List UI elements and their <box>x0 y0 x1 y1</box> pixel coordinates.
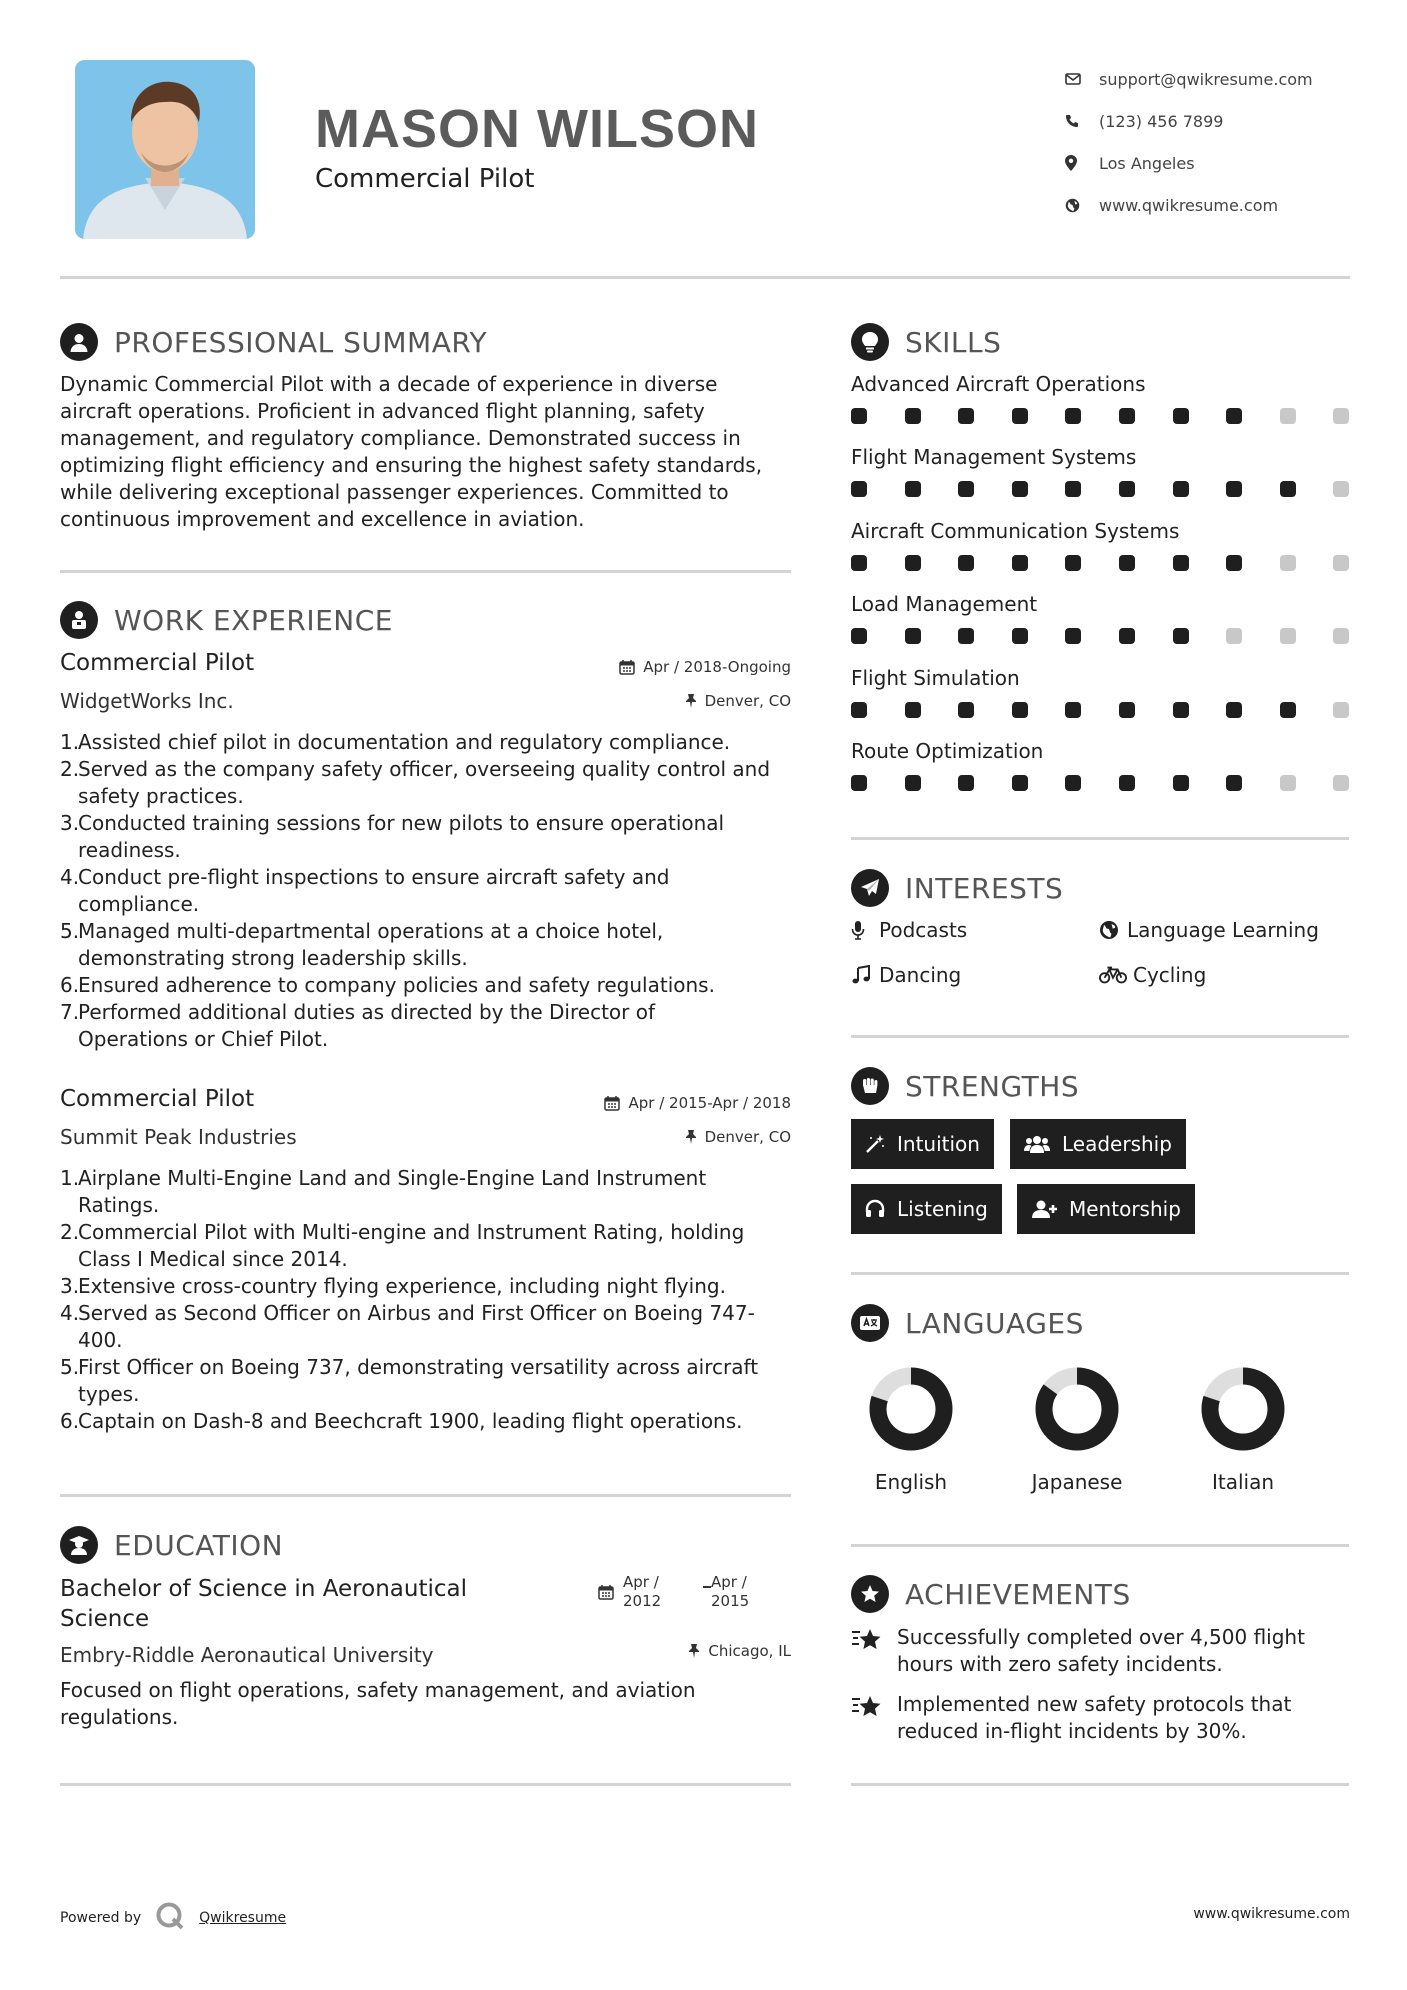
skill-rating <box>851 628 1349 644</box>
interests-divider <box>851 1035 1349 1038</box>
list-item: 5. First Officer on Boeing 737, demonstrating versatility across aircraft <box>60 1355 759 1379</box>
rating-dot-filled <box>1012 408 1028 424</box>
list-item: safety practices. <box>78 784 244 808</box>
rating-dot-filled <box>1012 628 1028 644</box>
job-dates-text: Apr / 2018-Ongoing <box>643 658 791 676</box>
education-title: EDUCATION <box>114 1528 284 1562</box>
rating-dot-filled <box>905 555 921 571</box>
list-item: Operations or Chief Pilot. <box>78 1027 329 1051</box>
list-item: 3. Conducted training sessions for new pilots to ensure operational <box>60 811 725 835</box>
strength-chip: Listening <box>851 1184 1002 1234</box>
qwikresume-logo-icon <box>155 1901 185 1935</box>
summary-line: continuous improvement and excellence in aviation. <box>60 507 585 531</box>
language-proficiency-donut <box>1034 1366 1120 1452</box>
job-location-text: Denver, CO <box>704 692 791 710</box>
rating-dot-filled <box>1012 481 1028 497</box>
list-item: 2. Commercial Pilot with Multi-engine and Instrument Rating, holding <box>60 1220 745 1244</box>
rating-dot-filled <box>851 408 867 424</box>
interest-item: Language Learning <box>1099 918 1319 942</box>
magic-wand-icon <box>865 1134 885 1154</box>
skill-name: Load Management <box>851 592 1038 617</box>
rating-dot-filled <box>851 775 867 791</box>
summary-line: while delivering exceptional passenger experiences. Committed to <box>60 480 729 504</box>
rating-dot-empty <box>1333 555 1349 571</box>
summary-line: management, and regulatory compliance. Demonstrated success in <box>60 426 741 450</box>
job-company: Summit Peak Industries <box>60 1125 297 1149</box>
rating-dot-filled <box>905 628 921 644</box>
language-name: Italian <box>1211 1470 1275 1494</box>
star-badge-icon <box>851 1575 889 1613</box>
contact-website-text: www.qwikresume.com <box>1099 195 1279 215</box>
language-proficiency-donut <box>1200 1366 1286 1452</box>
rating-dot-filled <box>958 628 974 644</box>
list-item: Class I Medical since 2014. <box>78 1247 348 1271</box>
rating-dot-filled <box>1226 702 1242 718</box>
rating-dot-filled <box>1012 775 1028 791</box>
rating-dot-filled <box>1173 628 1189 644</box>
job-title: Commercial Pilot <box>60 650 255 676</box>
summary-line: aircraft operations. Proficient in advanced flight planning, safety <box>60 399 705 423</box>
rating-dot-filled <box>958 702 974 718</box>
skill-name: Route Optimization <box>851 739 1044 763</box>
language-card-icon <box>851 1304 889 1342</box>
job-duties-list <box>60 729 795 1053</box>
job-location-text: Denver, CO <box>704 1128 791 1146</box>
list-item: 7. Performed additional duties as directed by the Director of <box>60 1000 656 1024</box>
date-range-dash <box>703 1586 711 1588</box>
school-location-text: Chicago, IL <box>708 1642 791 1660</box>
rating-dot-empty <box>1280 408 1296 424</box>
rating-dot-filled <box>905 481 921 497</box>
skill-rating <box>851 481 1349 497</box>
list-item: 3. Extensive cross-country flying experience, including night flying. <box>60 1274 726 1298</box>
contact-list <box>1065 58 1313 226</box>
skills-heading <box>851 323 1001 361</box>
rating-dot-filled <box>1065 408 1081 424</box>
list-item: 1. Airplane Multi-Engine Land and Single-Engine Land Instrument <box>60 1166 707 1190</box>
summary-line: Dynamic Commercial Pilot with a decade of experience in diverse <box>60 372 718 396</box>
job-dates <box>604 1094 791 1112</box>
language-name: Japanese <box>1031 1470 1123 1494</box>
language-item <box>1017 1366 1137 1494</box>
list-item: Ratings. <box>78 1193 160 1217</box>
language-name: English <box>874 1470 948 1494</box>
music-note-icon <box>851 965 879 985</box>
rating-dot-filled <box>958 775 974 791</box>
summary-text <box>60 371 762 533</box>
skill-name: Flight Simulation <box>851 665 1020 690</box>
strengths-divider <box>851 1272 1349 1275</box>
rating-dot-filled <box>1119 775 1135 791</box>
contact-phone[interactable] <box>1065 100 1313 142</box>
contact-phone-text: (123) 456 7899 <box>1099 111 1224 131</box>
rating-dot-filled <box>958 481 974 497</box>
skill-rating <box>851 775 1349 791</box>
summary-divider <box>60 570 791 573</box>
fist-icon <box>851 1067 889 1105</box>
work-divider <box>60 1494 791 1497</box>
rating-dot-filled <box>1173 481 1189 497</box>
list-item: 2. Served as the company safety officer, overseeing quality control and <box>60 757 771 781</box>
pushpin-icon <box>685 693 697 709</box>
footer-powered-by: Powered by Qwikresume <box>60 1901 286 1935</box>
rating-dot-empty <box>1280 628 1296 644</box>
language-item <box>1183 1366 1303 1494</box>
contact-location-text: Los Angeles <box>1099 153 1195 173</box>
rating-dot-filled <box>1173 702 1189 718</box>
rating-dot-filled <box>1173 408 1189 424</box>
globe-icon <box>1065 198 1099 213</box>
pushpin-icon <box>688 1643 700 1659</box>
rating-dot-filled <box>905 702 921 718</box>
rating-dot-filled <box>1065 702 1081 718</box>
summary-line: optimizing flight efficiency and ensuring the highest safety standards, <box>60 453 763 477</box>
rating-dot-filled <box>1280 702 1296 718</box>
rating-dot-empty <box>1226 628 1242 644</box>
shooting-star-icon <box>851 1624 897 1678</box>
language-item <box>851 1366 971 1494</box>
briefcase-user-icon <box>60 601 98 639</box>
strengths-title: STRENGTHS <box>905 1069 1080 1103</box>
phone-icon <box>1065 114 1099 128</box>
rating-dot-filled <box>851 628 867 644</box>
rating-dot-filled <box>1119 408 1135 424</box>
contact-email[interactable] <box>1065 58 1313 100</box>
languages-heading <box>851 1304 1084 1342</box>
degree-line: Bachelor of Science in Aeronautical <box>60 1576 467 1602</box>
rating-dot-filled <box>1012 555 1028 571</box>
calendar-icon <box>604 1095 620 1111</box>
skill-rating <box>851 408 1349 424</box>
pushpin-icon <box>685 1129 697 1145</box>
language-proficiency-donut <box>868 1366 954 1452</box>
candidate-name: MASON WILSON <box>315 99 759 159</box>
skill-rating <box>851 555 1349 571</box>
job-duties-list <box>60 1165 795 1435</box>
education-description: Focused on flight operations, safety management, and aviation regulations. <box>60 1678 696 1729</box>
qwikresume-link[interactable]: Qwikresume <box>199 1910 287 1926</box>
school-location <box>688 1642 791 1660</box>
rating-dot-filled <box>1173 775 1189 791</box>
skill-name: Advanced Aircraft Operations <box>851 372 1146 396</box>
rating-dot-filled <box>1119 702 1135 718</box>
rating-dot-filled <box>1012 702 1028 718</box>
interest-item: Dancing <box>851 963 961 987</box>
strengths-heading <box>851 1067 1079 1105</box>
rating-dot-filled <box>1226 481 1242 497</box>
list-item: 1. Assisted chief pilot in documentation and regulatory compliance. <box>60 730 731 754</box>
list-item: 6. Ensured adherence to company policies and safety regulations. <box>60 973 715 997</box>
rating-dot-filled <box>1119 555 1135 571</box>
lightbulb-icon <box>851 323 889 361</box>
graduate-icon <box>60 1526 98 1564</box>
rating-dot-empty <box>1280 775 1296 791</box>
rating-dot-filled <box>851 555 867 571</box>
job-title: Commercial Pilot <box>60 1086 255 1112</box>
calendar-icon <box>619 659 635 675</box>
education-heading <box>60 1526 283 1564</box>
rating-dot-filled <box>1226 775 1242 791</box>
achievements-title: ACHIEVEMENTS <box>905 1577 1131 1611</box>
rating-dot-filled <box>1065 481 1081 497</box>
skills-title: SKILLS <box>905 325 1002 359</box>
job-location <box>685 692 791 710</box>
shooting-star-icon <box>851 1691 897 1745</box>
rating-dot-empty <box>1333 481 1349 497</box>
list-item: compliance. <box>78 892 200 916</box>
list-item: 5. Managed multi-departmental operations at a choice hotel, <box>60 919 664 943</box>
summary-heading <box>60 323 487 361</box>
school-name: Embry-Riddle Aeronautical University <box>60 1643 434 1667</box>
list-item: 4. Conduct pre-flight inspections to ensure aircraft safety and <box>60 865 670 889</box>
rating-dot-empty <box>1280 555 1296 571</box>
rating-dot-filled <box>958 408 974 424</box>
achievement-item: Implemented new safety protocols that reduced in-flight incidents by 30%. <box>851 1691 1291 1745</box>
rating-dot-filled <box>1119 628 1135 644</box>
achievements-heading <box>851 1575 1131 1613</box>
bicycle-icon <box>1099 965 1127 985</box>
interests-heading <box>851 869 1063 907</box>
job-location <box>685 1128 791 1146</box>
languages-title: LANGUAGES <box>905 1306 1084 1340</box>
skill-rating <box>851 702 1349 718</box>
languages-divider <box>851 1544 1349 1547</box>
footer-website-link[interactable]: www.qwikresume.com <box>1193 1906 1350 1922</box>
rating-dot-filled <box>1065 628 1081 644</box>
degree-title <box>60 1574 467 1634</box>
achievement-item: Successfully completed over 4,500 flight hours with zero safety incidents. <box>851 1624 1305 1678</box>
list-item: demonstrating strong leadership skills. <box>78 946 468 970</box>
rating-dot-filled <box>1065 555 1081 571</box>
skill-name: Aircraft Communication Systems <box>851 518 1180 543</box>
job-dates-text: Apr / 2015-Apr / 2018 <box>628 1094 791 1112</box>
rating-dot-filled <box>905 408 921 424</box>
rating-dot-empty <box>1333 628 1349 644</box>
education-end-date: Apr / 2015 <box>711 1573 750 1610</box>
rating-dot-empty <box>1333 702 1349 718</box>
job-company: WidgetWorks Inc. <box>60 689 234 713</box>
skill-name: Flight Management Systems <box>851 445 1137 470</box>
rating-dot-filled <box>1065 775 1081 791</box>
contact-website[interactable] <box>1065 184 1313 226</box>
interest-item: Podcasts <box>851 918 967 942</box>
calendar-icon <box>598 1584 614 1604</box>
education-start-date: Apr / 2012 <box>623 1573 662 1610</box>
users-icon <box>1024 1134 1050 1154</box>
strength-chip: Mentorship <box>1017 1184 1195 1234</box>
rating-dot-filled <box>1226 408 1242 424</box>
map-pin-icon <box>1065 155 1099 171</box>
envelope-icon <box>1065 73 1099 85</box>
header-divider <box>60 276 1350 279</box>
rating-dot-filled <box>1119 481 1135 497</box>
rating-dot-empty <box>1333 408 1349 424</box>
rating-dot-filled <box>905 775 921 791</box>
list-item: 4. Served as Second Officer on Airbus and First Officer on Boeing 747- <box>60 1301 755 1325</box>
list-item: types. <box>78 1382 140 1406</box>
candidate-role: Commercial Pilot <box>315 164 535 194</box>
rating-dot-filled <box>851 481 867 497</box>
strength-chip: Leadership <box>1010 1119 1186 1169</box>
rating-dot-filled <box>958 555 974 571</box>
contact-location <box>1065 142 1313 184</box>
rating-dot-filled <box>1280 481 1296 497</box>
achievements-divider <box>851 1783 1349 1786</box>
microphone-icon <box>851 920 879 940</box>
summary-title: PROFESSIONAL SUMMARY <box>114 325 488 359</box>
user-plus-icon <box>1031 1199 1057 1219</box>
list-item: 400. <box>78 1328 123 1352</box>
work-heading <box>60 601 393 639</box>
strength-chip: Intuition <box>851 1119 994 1169</box>
user-icon <box>60 323 98 361</box>
work-title: WORK EXPERIENCE <box>114 603 393 637</box>
headphones-icon <box>865 1199 885 1219</box>
rating-dot-empty <box>1333 775 1349 791</box>
degree-line: Science <box>60 1606 150 1632</box>
rating-dot-filled <box>1226 555 1242 571</box>
profile-photo <box>75 60 255 239</box>
contact-email-text: support@qwikresume.com <box>1099 69 1313 89</box>
job-dates <box>619 658 791 676</box>
skills-divider <box>851 837 1349 840</box>
list-item: 6. Captain on Dash-8 and Beechcraft 1900, leading flight operations. <box>60 1409 743 1433</box>
globe-icon <box>1099 920 1127 940</box>
education-divider <box>60 1783 791 1786</box>
rating-dot-filled <box>1173 555 1189 571</box>
interest-item: Cycling <box>1099 963 1206 987</box>
list-item: readiness. <box>78 838 181 862</box>
interests-title: INTERESTS <box>905 871 1064 905</box>
rating-dot-filled <box>851 702 867 718</box>
paper-plane-icon <box>851 869 889 907</box>
